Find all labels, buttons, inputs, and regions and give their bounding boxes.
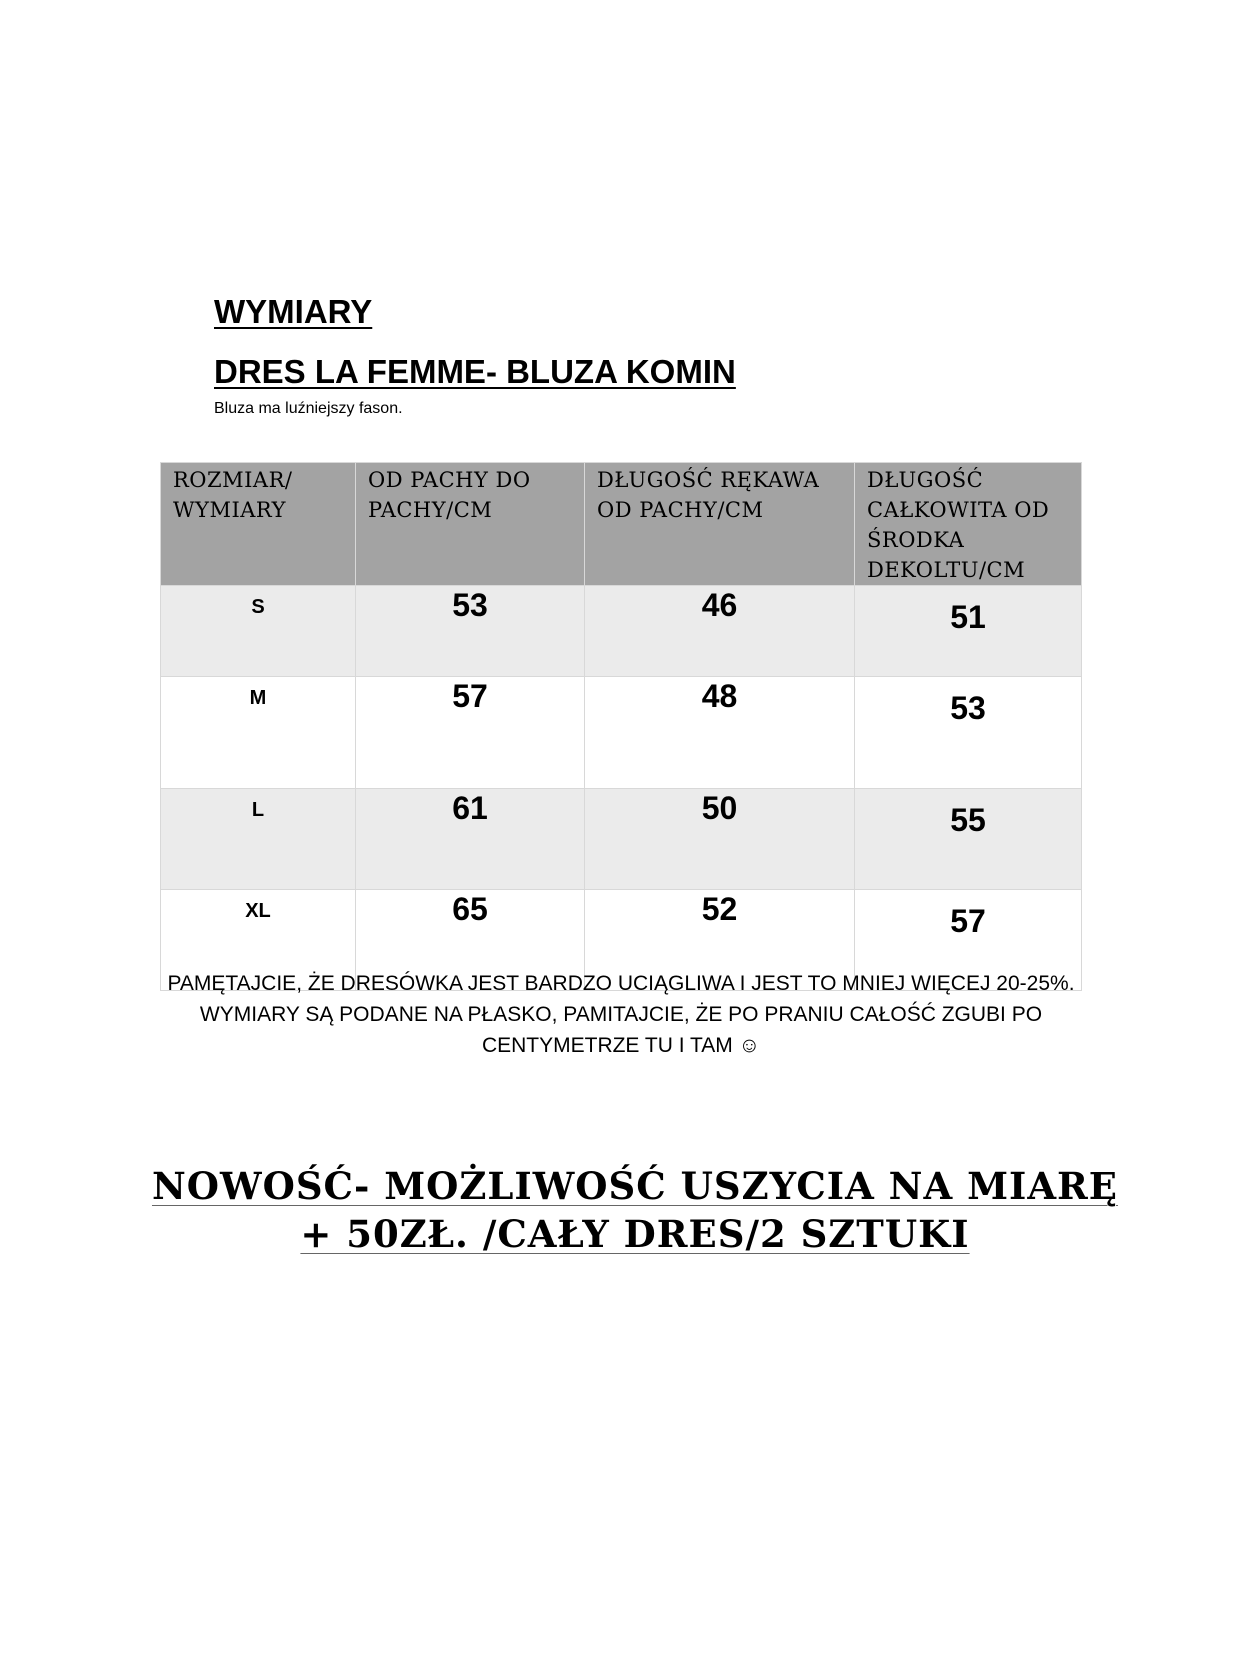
header-size: ROZMIAR/ WYMIARY — [161, 463, 356, 586]
note-line: CENTYMETRZE TU I TAM ☺ — [481, 1034, 761, 1057]
sleeve-cell: 46 — [585, 586, 855, 677]
care-note — [100, 968, 1142, 1061]
promo-line: NOWOŚĆ- MOŻLIWOŚĆ USZYCIA NA MIARĘ — [151, 1164, 1119, 1208]
sleeve-cell: 48 — [585, 677, 855, 789]
chest-cell: 53 — [356, 586, 585, 677]
size-table — [160, 462, 1082, 991]
table-row — [161, 586, 1082, 677]
table-header-row — [161, 463, 1082, 586]
product-title: DRES LA FEMME- BLUZA KOMIN — [214, 353, 736, 390]
note-line: PAMĘTAJCIE, ŻE DRESÓWKA JEST BARDZO UCIĄGLIWA I JEST TO MNIEJ WIĘCEJ 20-25%. — [167, 972, 1075, 995]
title-block — [214, 292, 736, 420]
size-cell: S — [161, 586, 356, 677]
chest-cell: 57 — [356, 677, 585, 789]
note-line: WYMIARY SĄ PODANE NA PŁASKO, PAMITAJCIE, ŻE PO PRANIU CAŁOŚĆ ZGUBI PO — [199, 1003, 1043, 1026]
chest-cell: 65 — [356, 890, 585, 991]
header-sleeve: DŁUGOŚĆ RĘKAWA OD PACHY/CM — [585, 463, 855, 586]
length-cell: 51 — [855, 586, 1082, 677]
promo-block — [150, 1162, 1120, 1258]
sleeve-cell: 50 — [585, 789, 855, 890]
size-cell: M — [161, 677, 356, 789]
size-cell: XL — [161, 890, 356, 991]
sleeve-cell: 52 — [585, 890, 855, 991]
header-length: DŁUGOŚĆ CAŁKOWITA OD ŚRODKA DEKOLTU/CM — [855, 463, 1082, 586]
subtitle: Bluza ma luźniejszy fason. — [214, 400, 403, 417]
table-row — [161, 789, 1082, 890]
page-title: WYMIARY — [214, 293, 373, 330]
header-chest: OD PACHY DO PACHY/CM — [356, 463, 585, 586]
length-cell: 53 — [855, 677, 1082, 789]
table-row — [161, 677, 1082, 789]
chest-cell: 61 — [356, 789, 585, 890]
length-cell: 55 — [855, 789, 1082, 890]
promo-line: + 50ZŁ. /CAŁY DRES/2 SZTUKI — [300, 1212, 970, 1256]
size-cell: L — [161, 789, 356, 890]
length-cell: 57 — [855, 890, 1082, 991]
